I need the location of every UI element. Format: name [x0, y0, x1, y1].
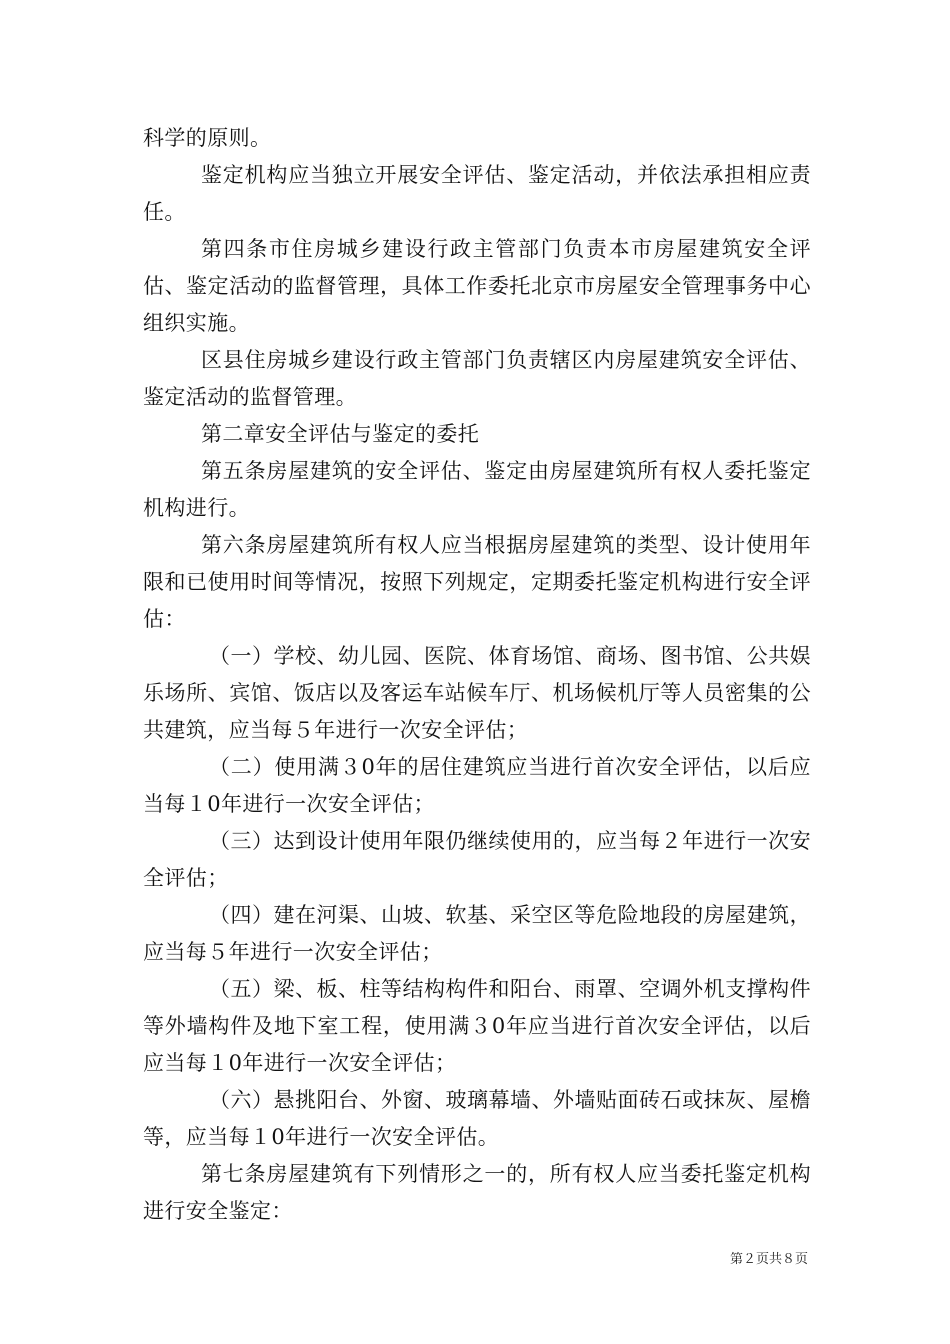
list-item-1: （一）学校、幼儿园、医院、体育场馆、商场、图书馆、公共娱乐场所、宾馆、饭店以及客运车站候车厅、机场候机厅等人员密集的公共建筑，应当每５年进行一次安全评估；	[143, 644, 811, 742]
list-item-3: （三）达到设计使用年限仍继续使用的，应当每２年进行一次安全评估；	[143, 829, 811, 890]
paragraph-article-5: 第五条房屋建筑的安全评估、鉴定由房屋建筑所有权人委托鉴定机构进行。	[143, 459, 811, 520]
chapter-heading: 第二章安全评估与鉴定的委托	[201, 422, 480, 446]
page-number: 第２页共８页	[729, 1252, 808, 1267]
paragraph-4: 区县住房城乡建设行政主管部门负责辖区内房屋建筑安全评估、鉴定活动的监督管理。	[143, 348, 811, 409]
list-item-5: （五）梁、板、柱等结构构件和阳台、雨罩、空调外机支撑构件等外墙构件及地下室工程，使用满３0年应当进行首次安全评估，以后应当每１0年进行一次安全评估；	[143, 977, 811, 1075]
paragraph-2: 鉴定机构应当独立开展安全评估、鉴定活动，并依法承担相应责任。	[143, 163, 811, 224]
paragraph-1: 科学的原则。	[143, 126, 272, 150]
list-item-6: （六）悬挑阳台、外窗、玻璃幕墙、外墙贴面砖石或抹灰、屋檐等，应当每１0年进行一次安全评估。	[143, 1088, 811, 1149]
paragraph-article-4: 第四条市住房城乡建设行政主管部门负责本市房屋建筑安全评估、鉴定活动的监督管理，具体工作委托北京市房屋安全管理事务中心组织实施。	[143, 237, 811, 335]
paragraph-article-6: 第六条房屋建筑所有权人应当根据房屋建筑的类型、设计使用年限和已使用时间等情况，按照下列规定，定期委托鉴定机构进行安全评估：	[143, 533, 811, 631]
paragraph-article-7: 第七条房屋建筑有下列情形之一的，所有权人应当委托鉴定机构进行安全鉴定：	[143, 1162, 811, 1223]
document-body	[143, 120, 811, 1230]
list-item-2: （二）使用满３0年的居住建筑应当进行首次安全评估，以后应当每１0年进行一次安全评估；	[143, 755, 811, 816]
list-item-4: （四）建在河渠、山坡、软基、采空区等危险地段的房屋建筑，应当每５年进行一次安全评估；	[143, 903, 811, 964]
